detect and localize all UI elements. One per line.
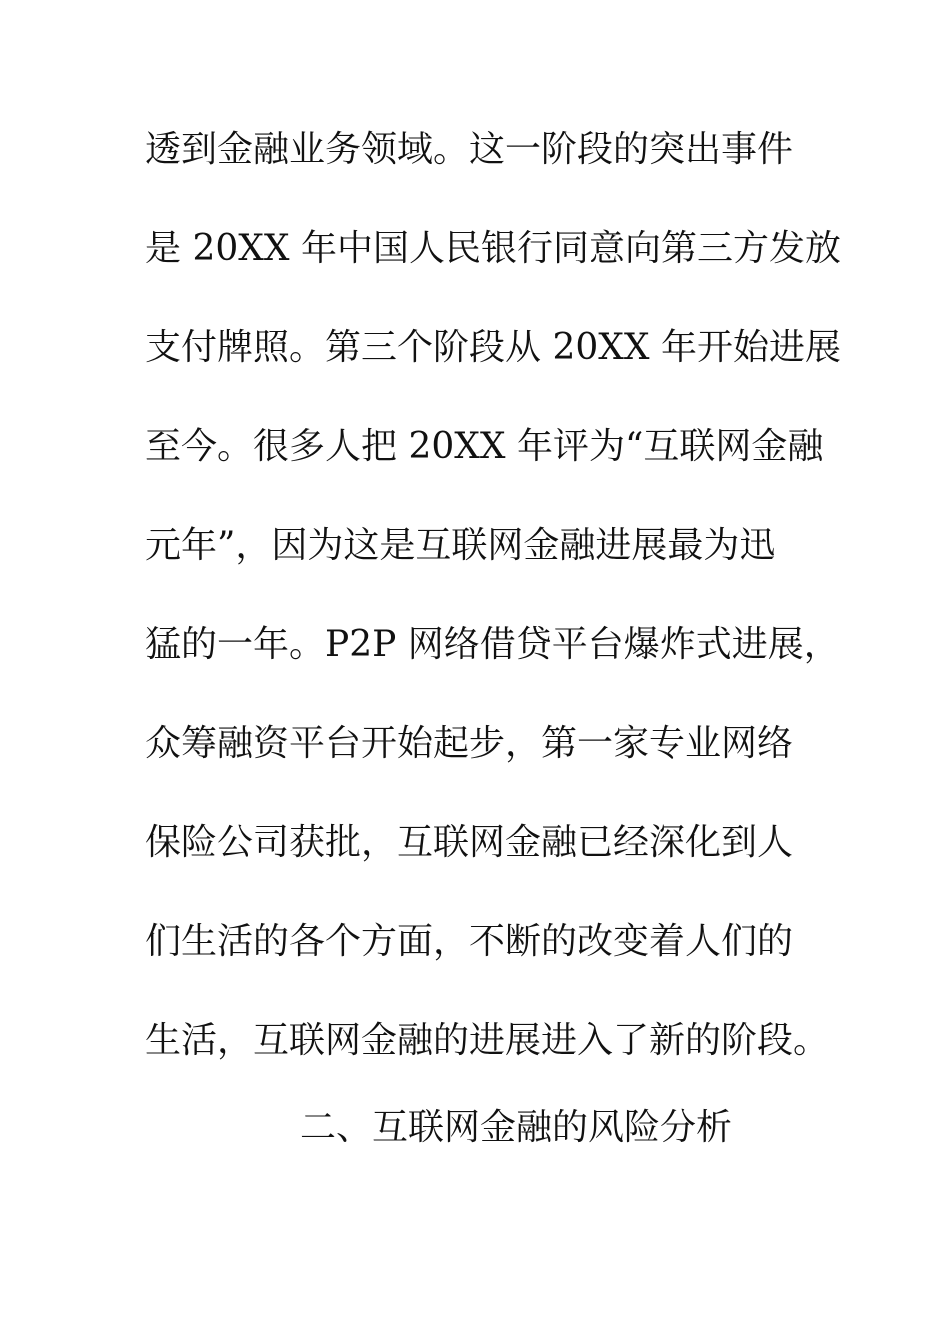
paragraph-line-8: 保险公司获批，互联网金融已经深化到人	[145, 822, 794, 863]
paragraph-line-9: 们生活的各个方面，不断的改变着人们的	[145, 921, 794, 962]
paragraph-line-10: 生活，互联网金融的进展进入了新的阶段。	[145, 1020, 830, 1061]
paragraph-line-2: 是 20XX 年中国人民银行同意向第三方发放	[145, 228, 841, 269]
paragraph-line-1: 透到金融业务领域。这一阶段的突出事件	[145, 129, 794, 170]
paragraph-line-3: 支付牌照。第三个阶段从 20XX 年开始进展	[145, 327, 841, 368]
paragraph-line-5: 元年”，因为这是互联网金融进展最为迅	[145, 525, 776, 566]
paragraph-line-7: 众筹融资平台开始起步，第一家专业网络	[145, 723, 794, 764]
section-heading: 二、互联网金融的风险分析	[300, 1107, 733, 1148]
paragraph-line-4: 至今。很多人把 20XX 年评为“互联网金融	[145, 426, 824, 467]
paragraph-line-6: 猛的一年。P2P 网络借贷平台爆炸式进展，	[145, 624, 840, 665]
